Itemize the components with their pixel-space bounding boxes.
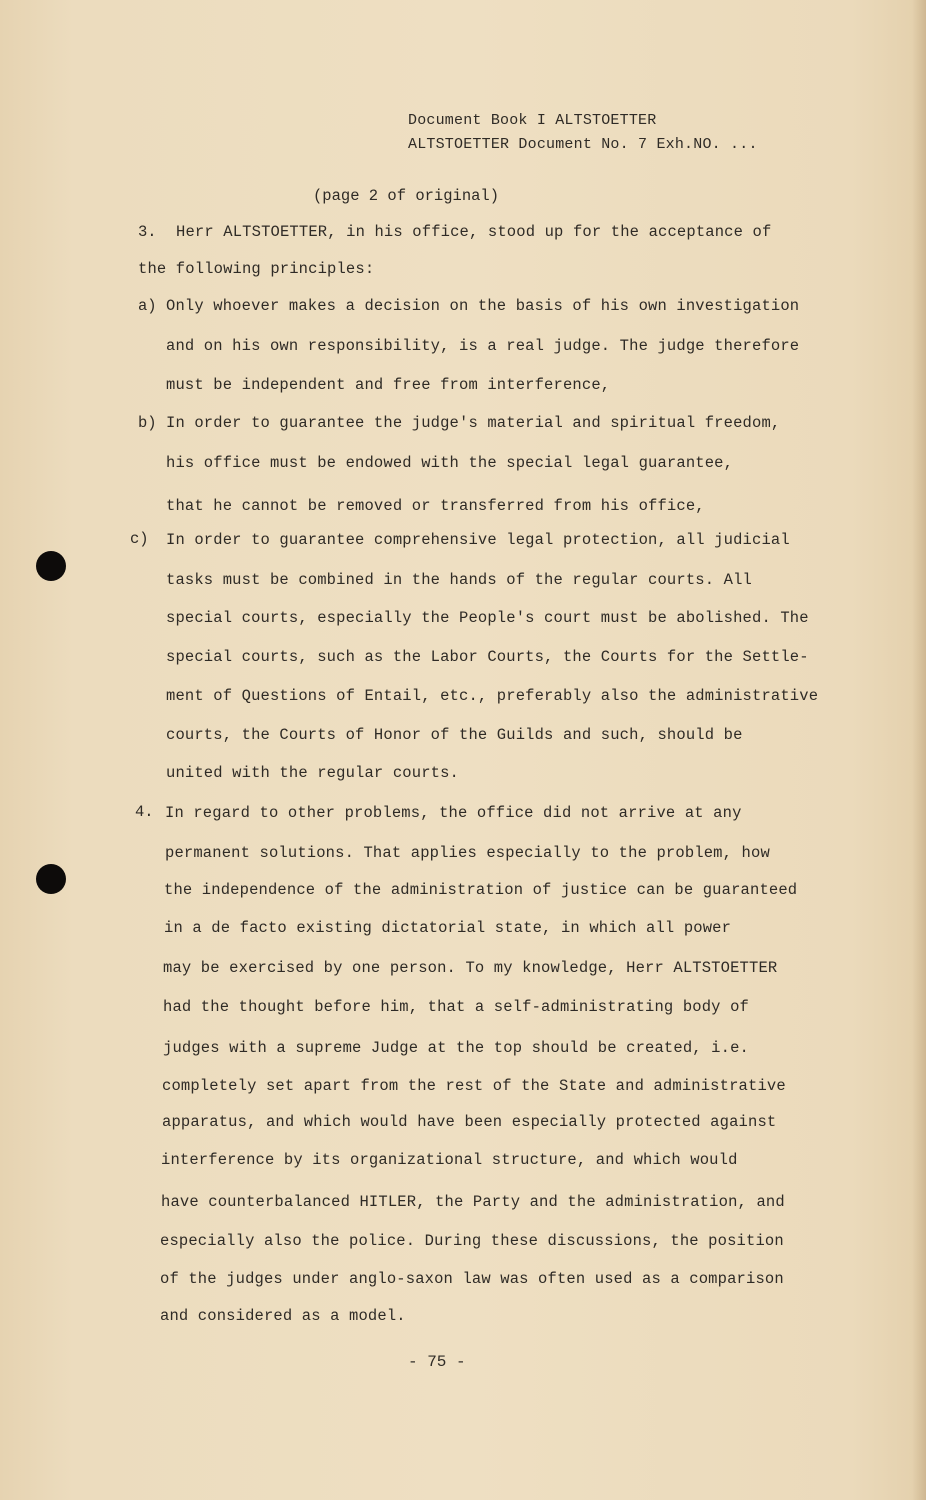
paragraph-c-line-6: courts, the Courts of Honor of the Guilds and such, should be xyxy=(166,726,743,744)
paragraph-3-line-1: Herr ALTSTOETTER, in his office, stood up for the acceptance of xyxy=(176,223,772,241)
paragraph-c-line-4: special courts, such as the Labor Courts, the Courts for the Settle- xyxy=(166,648,809,666)
paragraph-4-line-8: completely set apart from the rest of the State and administrative xyxy=(162,1077,786,1095)
page-note: (page 2 of original) xyxy=(313,187,500,205)
paragraph-4-line-13: of the judges under anglo-saxon law was often used as a comparison xyxy=(160,1270,784,1288)
paragraph-b-line-2: his office must be endowed with the special legal guarantee, xyxy=(166,454,734,472)
paragraph-c-marker: c) xyxy=(130,530,149,548)
paragraph-4-line-12: especially also the police. During these discussions, the position xyxy=(160,1232,784,1250)
paragraph-b-line-3: that he cannot be removed or transferred from his office, xyxy=(166,497,705,515)
paragraph-4-line-9: apparatus, and which would have been especially protected against xyxy=(162,1113,777,1131)
punch-hole-bottom xyxy=(36,864,66,894)
document-number-reference: ALTSTOETTER Document No. 7 Exh.NO. ... xyxy=(408,136,758,153)
paragraph-3-line-2: the following principles: xyxy=(138,260,375,278)
paragraph-c-line-1: In order to guarantee comprehensive legal protection, all judicial xyxy=(166,531,790,549)
paragraph-a-line-3: must be independent and free from interference, xyxy=(166,376,611,394)
paragraph-4-line-11: have counterbalanced HITLER, the Party and the administration, and xyxy=(161,1193,785,1211)
paragraph-4-line-14: and considered as a model. xyxy=(160,1307,406,1325)
paragraph-4-line-1: In regard to other problems, the office did not arrive at any xyxy=(165,804,742,822)
paragraph-a-line-2: and on his own responsibility, is a real judge. The judge therefore xyxy=(166,337,800,355)
paragraph-4-line-10: interference by its organizational structure, and which would xyxy=(161,1151,738,1169)
page-edge-shadow xyxy=(912,0,926,1500)
paragraph-b-marker: b) xyxy=(138,414,157,432)
paragraph-c-line-7: united with the regular courts. xyxy=(166,764,459,782)
paragraph-a-marker: a) xyxy=(138,297,157,315)
document-book-reference: Document Book I ALTSTOETTER xyxy=(408,112,657,129)
paragraph-4-line-3: the independence of the administration of justice can be guaranteed xyxy=(164,881,798,899)
paragraph-4-line-4: in a de facto existing dictatorial state, in which all power xyxy=(164,919,732,937)
paragraph-4-marker: 4. xyxy=(135,803,154,821)
paragraph-c-line-5: ment of Questions of Entail, etc., preferably also the administrative xyxy=(166,687,819,705)
paragraph-4-line-2: permanent solutions. That applies especially to the problem, how xyxy=(165,844,770,862)
paragraph-c-line-3: special courts, especially the People's court must be abolished. The xyxy=(166,609,809,627)
page-number: - 75 - xyxy=(408,1353,466,1371)
paragraph-4-line-6: had the thought before him, that a self-administrating body of xyxy=(163,998,749,1016)
paragraph-4-line-7: judges with a supreme Judge at the top should be created, i.e. xyxy=(163,1039,749,1057)
paragraph-c-line-2: tasks must be combined in the hands of the regular courts. All xyxy=(166,571,752,589)
paragraph-4-line-5: may be exercised by one person. To my knowledge, Herr ALTSTOETTER xyxy=(163,959,778,977)
paragraph-a-line-1: Only whoever makes a decision on the basis of his own investigation xyxy=(166,297,800,315)
paragraph-b-line-1: In order to guarantee the judge's material and spiritual freedom, xyxy=(166,414,781,432)
punch-hole-top xyxy=(36,551,66,581)
paragraph-3-marker: 3. xyxy=(138,223,157,241)
